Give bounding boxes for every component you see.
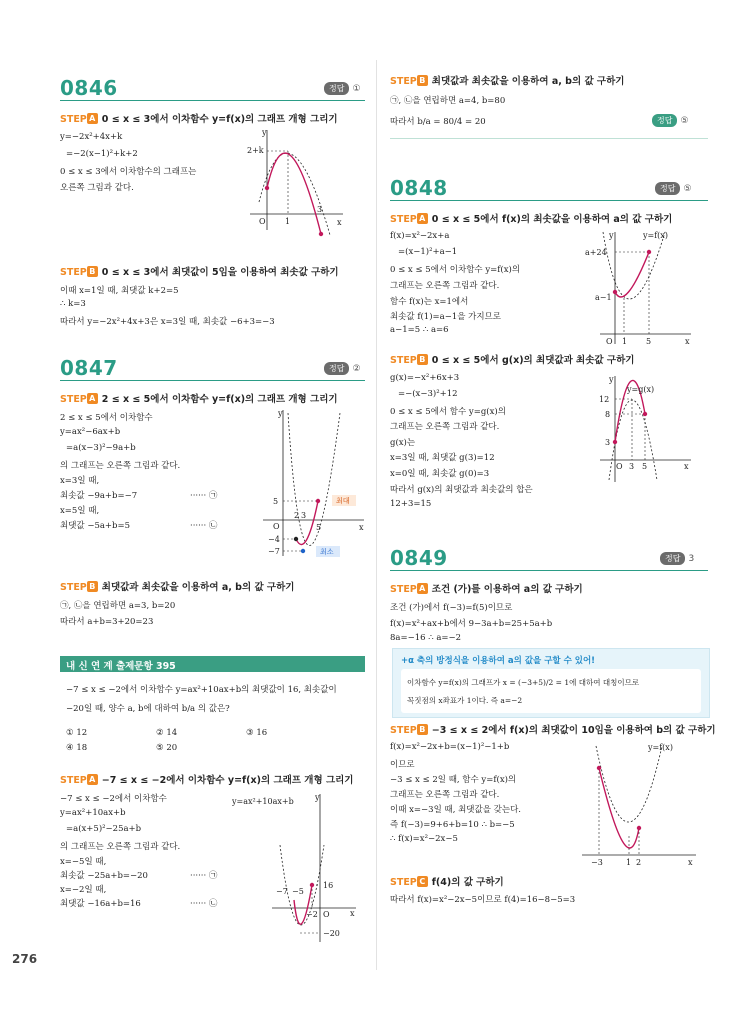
step-b-0848 — [390, 352, 634, 366]
origin-label: O — [259, 217, 266, 226]
problem-number-0848: 0848 — [390, 176, 448, 200]
text-line: x=−5일 때, — [60, 857, 107, 867]
answer-0847 — [324, 362, 361, 375]
graph-395 — [232, 790, 362, 945]
text-line: x=−2일 때, — [60, 885, 107, 895]
tick-label: 1 — [626, 858, 632, 867]
divider — [390, 570, 708, 571]
tick-label: a+24 — [585, 248, 607, 257]
text-line: 12+3=15 — [390, 499, 432, 509]
text-line: 따라서 y=−2x²+4x+3은 x=3일 때, 최솟값 −6+3=−3 — [60, 317, 275, 327]
equation-label: y=g(x) — [627, 385, 655, 394]
equation-mark: ······ ㉠ — [190, 491, 218, 501]
text-line: 0 ≤ x ≤ 5에서 함수 y=g(x)의 — [390, 407, 506, 417]
tick-label: 1 — [622, 337, 628, 346]
step-label: STEP — [390, 76, 417, 87]
parabola-segment — [615, 252, 649, 297]
step-label: STEP — [390, 355, 417, 366]
answer-value: ② — [352, 364, 361, 374]
text-line: ㉠, ㉡을 연립하면 a=4, b=80 — [390, 96, 506, 106]
x-label: x — [359, 523, 364, 532]
step-badge: A — [417, 583, 428, 594]
tip-line: 이차함수 y=f(x)의 그래프가 x = (−3+5)/2 = 1에 대하여 대칭이므로 — [407, 678, 640, 687]
step-label: STEP — [390, 725, 417, 736]
step-badge: B — [87, 581, 98, 592]
text-line: 그래프는 오른쪽 그림과 같다. — [390, 790, 500, 800]
step-a-395 — [60, 772, 354, 786]
step-b-395 — [390, 73, 624, 87]
origin-label: O — [616, 462, 623, 471]
text-line: 이므로 — [390, 760, 415, 770]
step-a-0848 — [390, 211, 672, 225]
tick-label: 5 — [273, 497, 279, 506]
text-line: 그래프는 오른쪽 그림과 같다. — [390, 422, 500, 432]
text-line: 최댓값 −5a+b=5 — [60, 521, 131, 531]
y-label: y — [609, 375, 614, 384]
step-badge: A — [87, 393, 98, 404]
step-label: STEP — [60, 775, 87, 786]
equation-label: y=f(x) — [648, 743, 673, 752]
endpoint — [294, 537, 298, 541]
text-line: 오른쪽 그림과 같다. — [60, 183, 134, 193]
equation-mark: ······ ㉡ — [190, 521, 218, 531]
tick-label: a−1 — [595, 293, 612, 302]
text-line: 따라서 g(x)의 최댓값과 최솟값의 합은 — [390, 485, 533, 495]
text-line: x=3일 때, — [60, 476, 100, 486]
answer-tag: 정답 — [324, 82, 349, 95]
step-text: 조건 (가)를 이용하여 a의 값 구하기 — [431, 584, 583, 595]
text-line: g(x)는 — [390, 438, 416, 448]
endpoint — [310, 883, 314, 887]
text-line: =(x−1)²+a−1 — [398, 247, 458, 257]
parabola-dashed — [288, 413, 340, 546]
linked-problem-header — [60, 656, 365, 672]
tick-label: 3 — [629, 462, 635, 471]
min-badge: 최소 — [320, 548, 334, 556]
y-label: y — [315, 793, 320, 802]
text-line: ㉠, ㉡을 연립하면 a=3, b=20 — [60, 601, 176, 611]
step-a-0847 — [60, 391, 338, 405]
text-line: y=−2x²+4x+k — [60, 132, 123, 142]
parabola-segment — [296, 501, 318, 545]
step-text: f(4)의 값 구하기 — [431, 877, 504, 888]
column-divider — [376, 60, 377, 970]
graph-0846 — [245, 130, 345, 240]
step-a-0846 — [60, 111, 338, 125]
problem-number-0847: 0847 — [60, 356, 118, 380]
tick-label: −3 — [591, 858, 603, 867]
text-line: 함수 f(x)는 x=1에서 — [390, 297, 469, 307]
step-label: STEP — [390, 584, 417, 595]
answer-value: 3 — [688, 554, 695, 564]
text-line: 이때 x=−3일 때, 최댓값을 갖는다. — [390, 805, 521, 815]
question-line: −7 ≤ x ≤ −2에서 이차함수 y=ax²+10ax+b의 최댓값이 16, 최솟값이 — [66, 685, 337, 695]
text-line: 0 ≤ x ≤ 3에서 이차함수의 그래프는 — [60, 167, 197, 177]
divider — [390, 200, 708, 201]
tick-label: 2 — [294, 511, 300, 520]
text-line: 최솟값 f(1)=a−1을 가지므로 — [390, 312, 501, 322]
text-line: 조건 (가)에서 f(−3)=f(5)이므로 — [390, 603, 513, 613]
text-line: 최솟값 −25a+b=−20 — [60, 871, 148, 881]
tick-label: 3 — [605, 438, 611, 447]
tick-label: −7 — [276, 887, 288, 896]
origin-label: O — [606, 337, 613, 346]
graph-0848-g — [595, 370, 695, 485]
x-label: x — [684, 462, 689, 471]
answer-value: ⑤ — [680, 116, 689, 126]
tick-label: 3 — [301, 511, 307, 520]
text-line: 최댓값 −16a+b=16 — [60, 899, 141, 909]
divider — [60, 380, 365, 381]
text-line: f(x)=x²−2x+a — [390, 231, 450, 241]
divider — [60, 100, 365, 101]
text-line: g(x)=−x²+6x+3 — [390, 373, 460, 383]
y-label: y — [262, 130, 267, 137]
step-label: STEP — [60, 582, 87, 593]
text-line: x=0일 때, 최솟값 g(0)=3 — [390, 469, 490, 479]
step-a-0849 — [390, 581, 583, 595]
parabola-dashed — [596, 746, 662, 822]
linked-problem-title: 내 신 연 계 출제문항 395 — [66, 661, 176, 672]
text-line: 의 그래프는 오른쪽 그림과 같다. — [60, 842, 181, 852]
tick-label: 12 — [599, 395, 610, 404]
text-line: 따라서 b/a = 80/4 = 20 — [390, 117, 486, 127]
divider — [390, 138, 708, 139]
step-text: 2 ≤ x ≤ 5에서 이차함수 y=f(x)의 그래프 개형 그리기 — [101, 394, 338, 405]
step-label: STEP — [390, 877, 417, 888]
endpoint — [643, 412, 647, 416]
endpoint — [597, 766, 601, 770]
endpoint — [647, 250, 651, 254]
text-line: ∴ f(x)=x²−2x−5 — [390, 834, 458, 844]
step-b-0849 — [390, 722, 716, 736]
answer-tag: 정답 — [324, 362, 349, 375]
parabola-dashed — [603, 232, 665, 299]
x-label: x — [685, 337, 690, 346]
text-line: =a(x−3)²−9a+b — [66, 443, 136, 453]
text-line: x=5일 때, — [60, 506, 100, 516]
step-c-0849 — [390, 874, 504, 888]
text-line: −3 ≤ x ≤ 2일 때, 함수 y=f(x)의 — [390, 775, 517, 785]
answer-tag: 정답 — [655, 182, 680, 195]
tick-label: −20 — [323, 929, 340, 938]
problem-number-0846: 0846 — [60, 76, 118, 100]
answer-value: ① — [352, 84, 361, 94]
choice: ① 12 — [66, 728, 88, 738]
x-label: x — [337, 218, 342, 227]
answer-395 — [652, 114, 689, 127]
step-badge: A — [87, 774, 98, 785]
text-line: −7 ≤ x ≤ −2에서 이차함수 — [60, 794, 167, 804]
text-line: 즉 f(−3)=9+6+b=10 ∴ b=−5 — [390, 820, 515, 830]
answer-tag: 정답 — [660, 552, 685, 565]
origin-label: O — [273, 522, 280, 531]
tick-label: −4 — [268, 535, 280, 544]
graph-0849 — [580, 738, 700, 868]
text-line: 0 ≤ x ≤ 5에서 이차함수 y=f(x)의 — [390, 265, 521, 275]
step-b-0846 — [60, 264, 339, 278]
graph-0848-f — [575, 226, 695, 346]
step-text: −3 ≤ x ≤ 2에서 f(x)의 최댓값이 10임을 이용하여 b의 값 구하기 — [431, 725, 716, 736]
y-label: y — [609, 231, 614, 240]
endpoint — [265, 186, 269, 190]
step-badge: A — [87, 113, 98, 124]
tick-label: 5 — [646, 337, 652, 346]
graph-0847 — [258, 408, 368, 558]
answer-0849 — [660, 552, 694, 565]
x-label: x — [350, 909, 355, 918]
text-line: 이때 x=1일 때, 최댓값 k+2=5 — [60, 286, 179, 296]
tick-label: −5 — [292, 887, 304, 896]
endpoint — [316, 499, 320, 503]
tick-label: −7 — [268, 547, 280, 556]
text-line: 2 ≤ x ≤ 5에서 이차함수 — [60, 413, 153, 423]
choice: ② 14 — [156, 728, 178, 738]
parabola-segment — [599, 768, 639, 848]
y-label: y — [278, 409, 283, 418]
text-line: f(x)=x²+ax+b에서 9−3a+b=25+5a+b — [390, 619, 553, 629]
endpoint — [637, 826, 641, 830]
text-line: 의 그래프는 오른쪽 그림과 같다. — [60, 461, 181, 471]
step-text: 0 ≤ x ≤ 3에서 이차함수 y=f(x)의 그래프 개형 그리기 — [101, 114, 338, 125]
step-badge: A — [417, 213, 428, 224]
endpoint — [613, 290, 617, 294]
text-line: 따라서 a+b=3+20=23 — [60, 617, 154, 627]
max-badge: 최대 — [336, 497, 350, 505]
endpoint — [319, 232, 323, 236]
step-badge: B — [417, 354, 428, 365]
answer-value: ⑤ — [683, 184, 692, 194]
answer-0846 — [324, 82, 361, 95]
tick-label: −2 — [306, 910, 318, 919]
max-label: 2+k — [247, 146, 264, 155]
step-label: STEP — [60, 394, 87, 405]
text-line: 따라서 f(x)=x²−2x−5이므로 f(4)=16−8−5=3 — [390, 895, 576, 905]
text-line: a−1=5 ∴ a=6 — [390, 325, 449, 335]
text-line: 8a=−16 ∴ a=−2 — [390, 633, 462, 643]
tick-label: 3 — [317, 205, 323, 214]
page-number: 276 — [12, 952, 38, 966]
step-text: 0 ≤ x ≤ 5에서 g(x)의 최댓값과 최솟값 구하기 — [431, 355, 635, 366]
text-line: =a(x+5)²−25a+b — [66, 824, 142, 834]
question-line: −20일 때, 양수 a, b에 대하여 b/a 의 값은? — [66, 704, 230, 714]
tick-label: 16 — [323, 881, 334, 890]
text-line: ∴ k=3 — [60, 299, 86, 309]
tick-label: 5 — [642, 462, 648, 471]
text-line: y=ax²+10ax+b — [60, 808, 126, 818]
text-line: =−2(x−1)²+k+2 — [66, 149, 138, 159]
text-line: 그래프는 오른쪽 그림과 같다. — [390, 281, 500, 291]
step-text: 최댓값과 최솟값을 이용하여 a, b의 값 구하기 — [101, 582, 295, 593]
step-text: 0 ≤ x ≤ 5에서 f(x)의 최솟값을 이용하여 a의 값 구하기 — [431, 214, 673, 225]
answer-0848 — [655, 182, 692, 195]
tip-box — [392, 648, 710, 718]
equation-mark: ······ ㉡ — [190, 899, 218, 909]
step-text: 0 ≤ x ≤ 3에서 최댓값이 5임을 이용하여 최솟값 구하기 — [101, 267, 339, 278]
tick-label: 8 — [605, 410, 611, 419]
text-line: f(x)=x²−2x+b=(x−1)²−1+b — [390, 742, 510, 752]
text-line: =−(x−3)²+12 — [398, 389, 458, 399]
step-badge: B — [417, 75, 428, 86]
tip-body — [401, 669, 701, 713]
step-badge: B — [417, 724, 428, 735]
equation-label: y=f(x) — [643, 231, 668, 240]
equation-mark: ······ ㉠ — [190, 871, 218, 881]
problem-number-0849: 0849 — [390, 546, 448, 570]
step-label: STEP — [60, 114, 87, 125]
endpoint — [613, 440, 617, 444]
choice: ④ 18 — [66, 743, 88, 753]
text-line: x=3일 때, 최댓값 g(3)=12 — [390, 453, 495, 463]
step-label: STEP — [60, 267, 87, 278]
origin-label: O — [323, 910, 330, 919]
step-badge: C — [417, 876, 428, 887]
equation-label: y=ax²+10ax+b — [232, 797, 294, 806]
x-label: x — [688, 858, 693, 867]
text-line: y=ax²−6ax+b — [60, 427, 121, 437]
tip-title: +α 축의 방정식을 이용하여 a의 값을 구할 수 있어! — [401, 656, 596, 666]
step-badge: B — [87, 266, 98, 277]
tick-label: 1 — [285, 217, 291, 226]
parabola-dashed — [259, 153, 330, 235]
parabola-segment — [267, 153, 321, 234]
answer-tag: 정답 — [652, 114, 677, 127]
text-line: 최솟값 −9a+b=−7 — [60, 491, 138, 501]
tip-line: 꼭짓점의 x좌표가 1이다. 즉 a=−2 — [407, 696, 523, 705]
step-text: −7 ≤ x ≤ −2에서 이차함수 y=f(x)의 그래프 개형 그리기 — [101, 775, 354, 786]
vertex — [301, 549, 305, 553]
step-label: STEP — [390, 214, 417, 225]
tick-label: 5 — [316, 523, 322, 532]
step-b-0847 — [60, 579, 294, 593]
tick-label: 2 — [636, 858, 642, 867]
choice: ⑤ 20 — [156, 743, 178, 753]
step-text: 최댓값과 최솟값을 이용하여 a, b의 값 구하기 — [431, 76, 625, 87]
choice: ③ 16 — [246, 728, 268, 738]
